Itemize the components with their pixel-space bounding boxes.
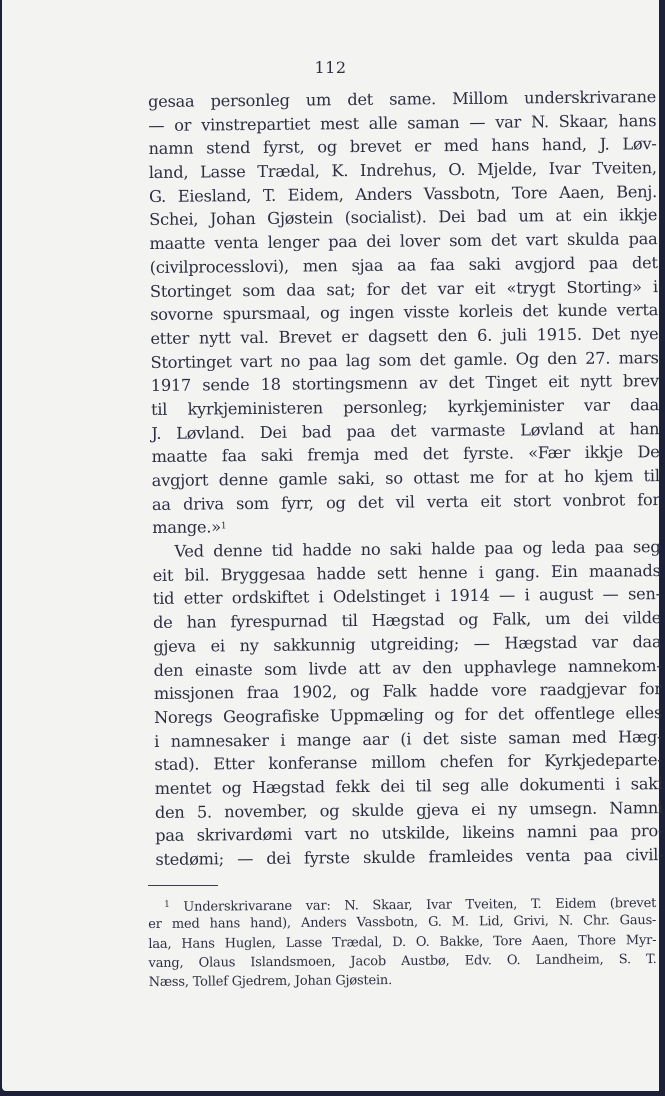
text-line: maatte venta lenger paa dei lover som det vart skulda paa bbox=[149, 229, 658, 254]
text-line: gesaa personleg um det same. Millom underskrivarane bbox=[148, 87, 657, 111]
text-line: 1917 sende 18 stortingsmenn av det Tinget eit nytt brev bbox=[150, 371, 659, 396]
text-line: i namnesaker i mange aar (i det siste saman med Hæg- bbox=[154, 726, 663, 751]
text-line: Stortinget som daa sat; for det var eit «trygt Storting» i bbox=[149, 276, 658, 301]
text-line: G. Eiesland, T. Eidem, Anders Vassbotn, Tore Aaen, Benj. bbox=[148, 181, 658, 206]
footnote-reference[interactable]: 1 bbox=[220, 521, 227, 532]
text-line: stad). Etter konferanse millom chefen for Kyrkjedeparte- bbox=[154, 750, 663, 775]
text-line: Stortinget vart no paa lag som det gamle. Og den 27. mars bbox=[150, 347, 659, 372]
text-line: Noregs Geografiske Uppmæling og for det offentlege elles bbox=[153, 702, 663, 727]
text-line: stedømi; — dei fyrste skulde framleides venta paa civil- bbox=[155, 845, 664, 869]
text-line: Schei, Johan Gjøstein (socialist). Dei bad um at ein ikkje bbox=[149, 205, 658, 230]
text-line: aa driva som fyrr, og det vil verta eit stort vonbrot for bbox=[151, 489, 661, 514]
footnote-line: laa, Hans Huglen, Lasse Trædal, D. O. Bakke, Tore Aaen, Thore Myr- bbox=[148, 932, 657, 952]
text-line: eit bil. Bryggesaa hadde sett henne i gang. Ein maanads bbox=[152, 560, 661, 585]
text-line: paa skrivardømi vart no utskilde, likeins namni paa pro- bbox=[155, 821, 664, 846]
text-line: avgjort denne gamle saki, so ottast me for at ho kjem til bbox=[151, 466, 660, 490]
footnote-text: Underskrivarane var: N. Skaar, Ivar Tveiten, T. Eidem (brevet bbox=[183, 896, 657, 915]
text-line: sovorne spursmaal, og ingen visste korleis det kunde verta bbox=[150, 300, 659, 325]
footnote-line: er med hans hand), Anders Vassbotn, G. M. Lid, Grivi, N. Chr. Gaus- bbox=[148, 913, 657, 933]
footnote-divider bbox=[148, 885, 218, 886]
text-line: etter nytt val. Brevet er dagsett den 6. juli 1915. Det nye bbox=[150, 323, 659, 348]
footnote bbox=[148, 892, 657, 992]
paragraph-start: Ved denne tid hadde no saki halde paa og leda paa seg bbox=[174, 537, 661, 561]
book-page bbox=[2, 0, 664, 1091]
text-line: namn stend fyrst, og brevet er med hans hand, J. Løv- bbox=[148, 134, 657, 159]
text-line: missjonen fraa 1902, og Falk hadde vore raadgjevar for bbox=[153, 679, 662, 704]
text-line: tid etter ordskiftet i Odelstinget i 1914 — i august — sen- bbox=[152, 584, 661, 609]
text-line: de han fyrespurnad til Hægstad og Falk, um dei vilde bbox=[153, 608, 662, 633]
text-line: mentet og Hægstad fekk dei til seg alle dokumenti i saki bbox=[154, 774, 663, 798]
text-line: J. Løvland. Dei bad paa det varmaste Løvland at han bbox=[151, 418, 660, 443]
text-line: gjeva ei ny sakkunnig utgreiding; — Hægstad var daa bbox=[153, 631, 662, 656]
text-line: (civilprocesslovi), men sjaa aa faa saki avgjord paa det bbox=[149, 252, 658, 277]
page-number: 112 bbox=[314, 58, 347, 77]
text-line: maatte faa saki fremja med det fyrste. «Fær ikkje De bbox=[151, 442, 660, 467]
text-line: den 5. november, og skulde gjeva ei ny umsegn. Namni bbox=[154, 797, 663, 822]
text-line: land, Lasse Trædal, K. Indrehus, O. Mjelde, Ivar Tveiten, bbox=[148, 158, 657, 183]
text-line: den einaste som livde att av den upphavlege namnekom- bbox=[153, 655, 662, 680]
footnote-marker: 1 bbox=[164, 899, 170, 910]
body-text bbox=[148, 85, 663, 872]
text-line: — or vinstrepartiet mest alle saman — var N. Skaar, hans bbox=[148, 110, 657, 135]
text-line-content: mange.» bbox=[152, 517, 221, 538]
footnote-line: vang, Olaus Islandsmoen, Jacob Austbø, Edv. O. Landheim, S. T. bbox=[148, 951, 657, 971]
footnote-line: Næss, Tollef Gjedrem, Johan Gjøstein. bbox=[148, 973, 393, 991]
text-line: til kyrkjeministeren personleg; kyrkjeminister var daa bbox=[150, 395, 660, 419]
